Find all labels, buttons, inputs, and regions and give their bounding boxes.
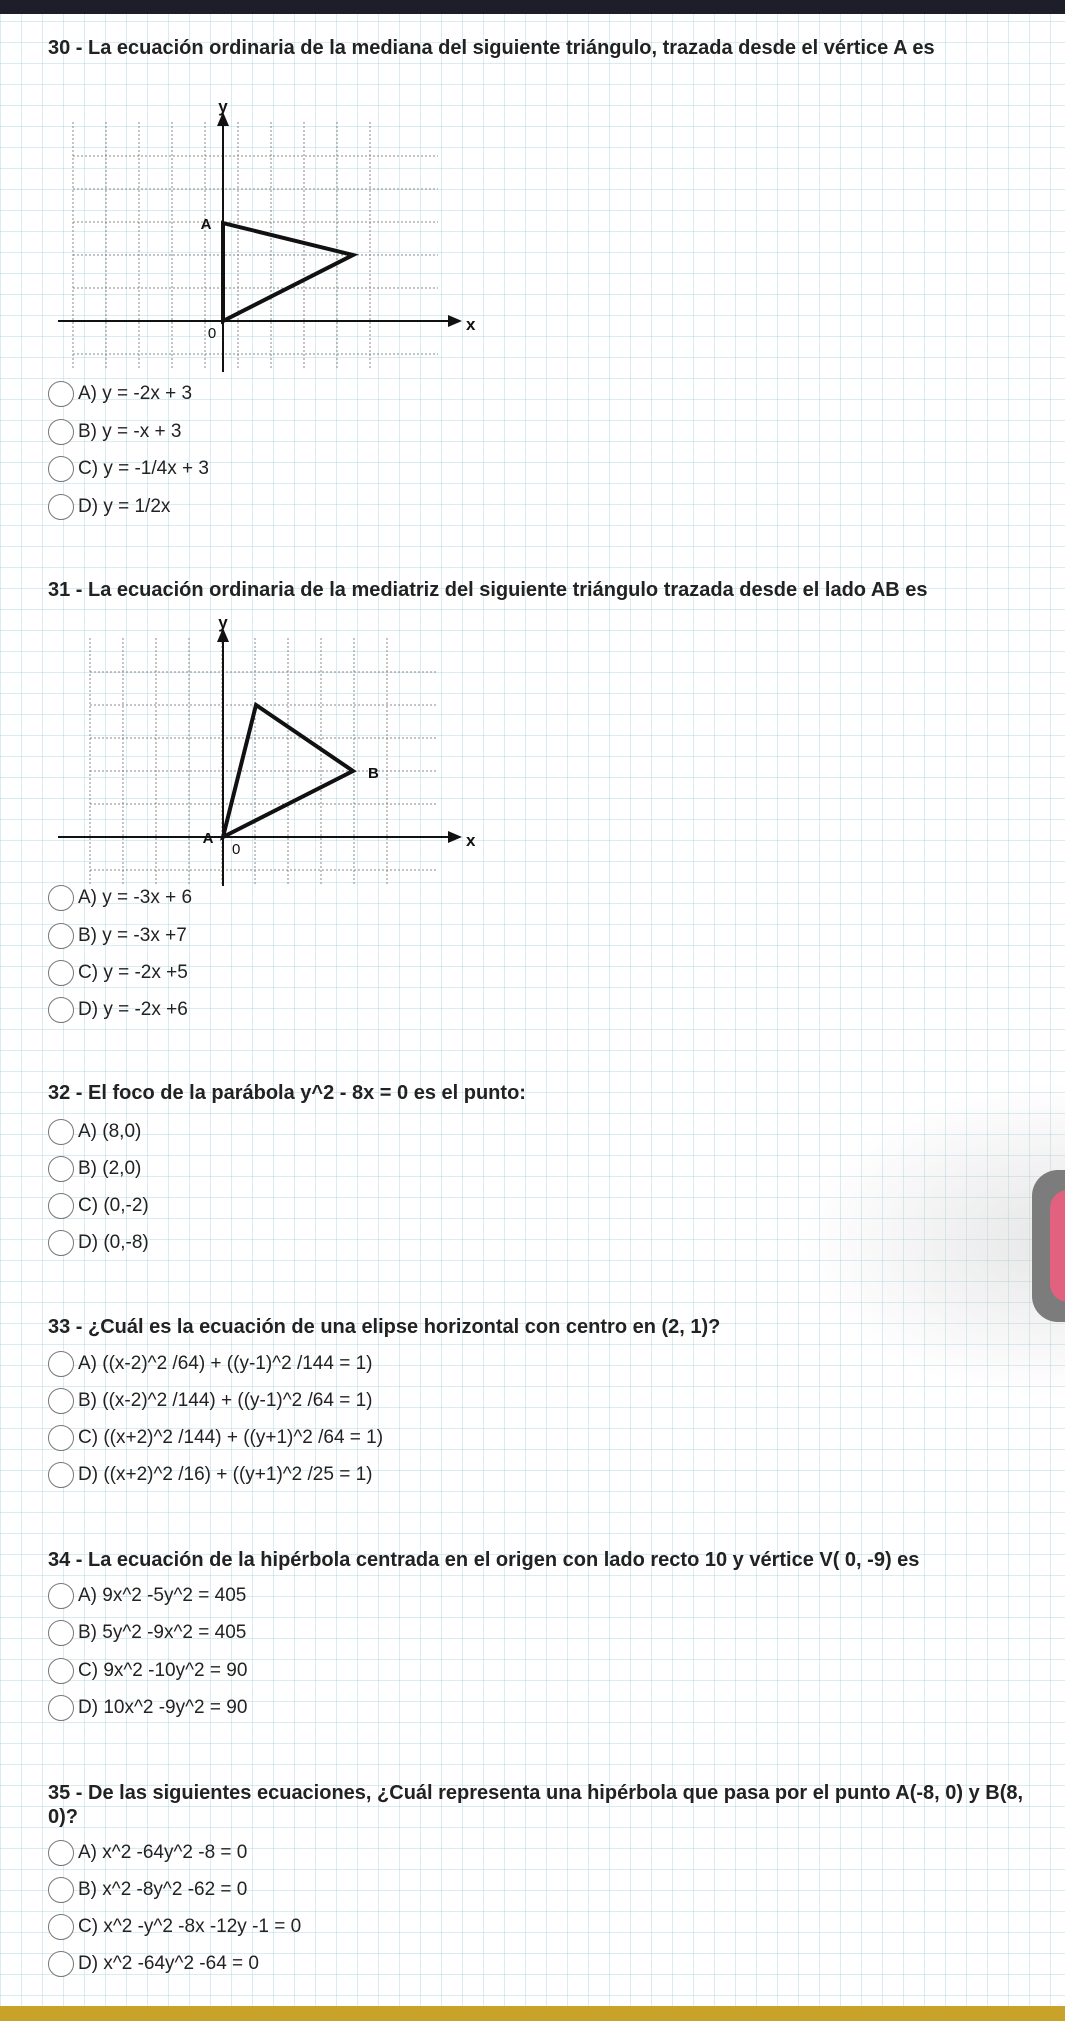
radio-button[interactable]	[48, 885, 74, 911]
radio-button[interactable]	[48, 456, 74, 482]
option-label: A) y = -3x + 6	[78, 887, 193, 908]
x-axis-arrow	[448, 831, 462, 843]
radio-button[interactable]	[48, 494, 74, 520]
radio-button[interactable]	[48, 1877, 74, 1903]
question-30	[48, 36, 1058, 60]
option-label: C) y = -1/4x + 3	[78, 458, 209, 479]
radio-button[interactable]	[48, 419, 74, 445]
option-c[interactable]	[48, 958, 188, 988]
radio-button[interactable]	[48, 1351, 74, 1377]
option-label: C) 9x^2 -10y^2 = 90	[78, 1660, 248, 1681]
radio-button[interactable]	[48, 1583, 74, 1609]
x-axis-label: x	[466, 315, 476, 334]
option-b[interactable]	[48, 1154, 141, 1184]
radio-button[interactable]	[48, 1620, 74, 1646]
triangle-graph-31	[58, 614, 478, 894]
option-label: A) y = -2x + 3	[78, 383, 193, 404]
side-shadow	[800, 1080, 1065, 1400]
triangle-graph-30	[58, 98, 478, 380]
option-a[interactable]	[48, 1349, 372, 1379]
option-label: D) y = -2x +6	[78, 999, 188, 1020]
option-d[interactable]	[48, 1949, 259, 1979]
x-axis-arrow	[448, 315, 462, 327]
question-34	[48, 1548, 1058, 1572]
option-label: B) y = -x + 3	[78, 421, 182, 442]
option-label: D) y = 1/2x	[78, 496, 171, 517]
option-c[interactable]	[48, 1191, 149, 1221]
option-label: A) ((x-2)^2 /64) + ((y-1)^2 /144 = 1)	[78, 1353, 373, 1374]
radio-button[interactable]	[48, 1156, 74, 1182]
option-c[interactable]	[48, 454, 209, 484]
option-c[interactable]	[48, 1656, 247, 1686]
vertex-a-label: A	[200, 216, 212, 233]
top-bar	[0, 0, 1065, 14]
option-a[interactable]	[48, 883, 192, 913]
option-c[interactable]	[48, 1423, 383, 1453]
triangle	[223, 223, 353, 321]
option-a[interactable]	[48, 379, 192, 409]
radio-button[interactable]	[48, 1951, 74, 1977]
option-a[interactable]	[48, 1117, 141, 1147]
option-d[interactable]	[48, 492, 170, 522]
option-label: B) (2,0)	[78, 1158, 142, 1179]
vertex-a-label: A	[202, 830, 214, 847]
radio-button[interactable]	[48, 1193, 74, 1219]
option-a[interactable]	[48, 1581, 246, 1611]
origin-label: 0	[207, 325, 217, 342]
option-label: A) (8,0)	[78, 1121, 142, 1142]
question-title: 32 - El foco de la parábola y^2 - 8x = 0 es el punto:	[48, 1082, 526, 1104]
radio-button[interactable]	[48, 997, 74, 1023]
option-d[interactable]	[48, 995, 188, 1025]
radio-button[interactable]	[48, 1914, 74, 1940]
radio-button[interactable]	[48, 1695, 74, 1721]
question-title: 33 - ¿Cuál es la ecuación de una elipse horizontal con centro en (2, 1)?	[48, 1316, 721, 1338]
radio-button[interactable]	[48, 381, 74, 407]
option-label: D) ((x+2)^2 /16) + ((y+1)^2 /25 = 1)	[78, 1464, 373, 1485]
question-title: 31 - La ecuación ordinaria de la mediatriz del siguiente triángulo trazada desde el lado AB es	[48, 579, 928, 601]
radio-button[interactable]	[48, 1230, 74, 1256]
option-c[interactable]	[48, 1912, 301, 1942]
option-label: C) y = -2x +5	[78, 962, 188, 983]
origin-label: 0	[232, 841, 241, 858]
option-b[interactable]	[48, 417, 181, 447]
question-31	[48, 578, 1058, 602]
question-35	[48, 1781, 1058, 1829]
radio-button[interactable]	[48, 1388, 74, 1414]
option-d[interactable]	[48, 1693, 247, 1723]
option-b[interactable]	[48, 1875, 247, 1905]
question-title: 34 - La ecuación de la hipérbola centrada en el origen con lado recto 10 y vértice V( 0, -9) es	[48, 1549, 920, 1571]
radio-button[interactable]	[48, 1119, 74, 1145]
option-label: C) ((x+2)^2 /144) + ((y+1)^2 /64 = 1)	[78, 1427, 384, 1448]
option-d[interactable]	[48, 1460, 373, 1490]
option-label: B) y = -3x +7	[78, 925, 187, 946]
y-axis-label: y	[218, 98, 228, 116]
radio-button[interactable]	[48, 1425, 74, 1451]
radio-button[interactable]	[48, 923, 74, 949]
radio-button[interactable]	[48, 1840, 74, 1866]
option-label: B) 5y^2 -9x^2 = 405	[78, 1622, 247, 1643]
x-axis-label: x	[466, 831, 476, 850]
option-b[interactable]	[48, 921, 187, 951]
radio-button[interactable]	[48, 960, 74, 986]
option-b[interactable]	[48, 1386, 372, 1416]
option-label: B) x^2 -8y^2 -62 = 0	[78, 1879, 248, 1900]
y-axis-label: y	[218, 614, 228, 632]
question-title: 30 - La ecuación ordinaria de la mediana del siguiente triángulo, trazada desde el vértice A es	[48, 37, 935, 59]
option-label: C) x^2 -y^2 -8x -12y -1 = 0	[78, 1916, 302, 1937]
option-label: A) x^2 -64y^2 -8 = 0	[78, 1842, 248, 1863]
option-label: A) 9x^2 -5y^2 = 405	[78, 1585, 247, 1606]
option-d[interactable]	[48, 1228, 149, 1258]
question-title: 35 - De las siguientes ecuaciones, ¿Cuál representa una hipérbola que pasa por el punto A(-8, 0) y B(8, 0)?	[48, 1782, 1024, 1828]
radio-button[interactable]	[48, 1462, 74, 1488]
bottom-bar	[0, 2006, 1065, 2021]
option-label: C) (0,-2)	[78, 1195, 149, 1216]
floating-side-widget-accent	[1050, 1190, 1065, 1302]
option-label: D) (0,-8)	[78, 1232, 149, 1253]
radio-button[interactable]	[48, 1658, 74, 1684]
option-label: D) x^2 -64y^2 -64 = 0	[78, 1953, 259, 1974]
option-b[interactable]	[48, 1618, 246, 1648]
option-label: B) ((x-2)^2 /144) + ((y-1)^2 /64 = 1)	[78, 1390, 373, 1411]
option-a[interactable]	[48, 1838, 247, 1868]
option-label: D) 10x^2 -9y^2 = 90	[78, 1697, 248, 1718]
vertex-b-label: B	[368, 765, 379, 782]
